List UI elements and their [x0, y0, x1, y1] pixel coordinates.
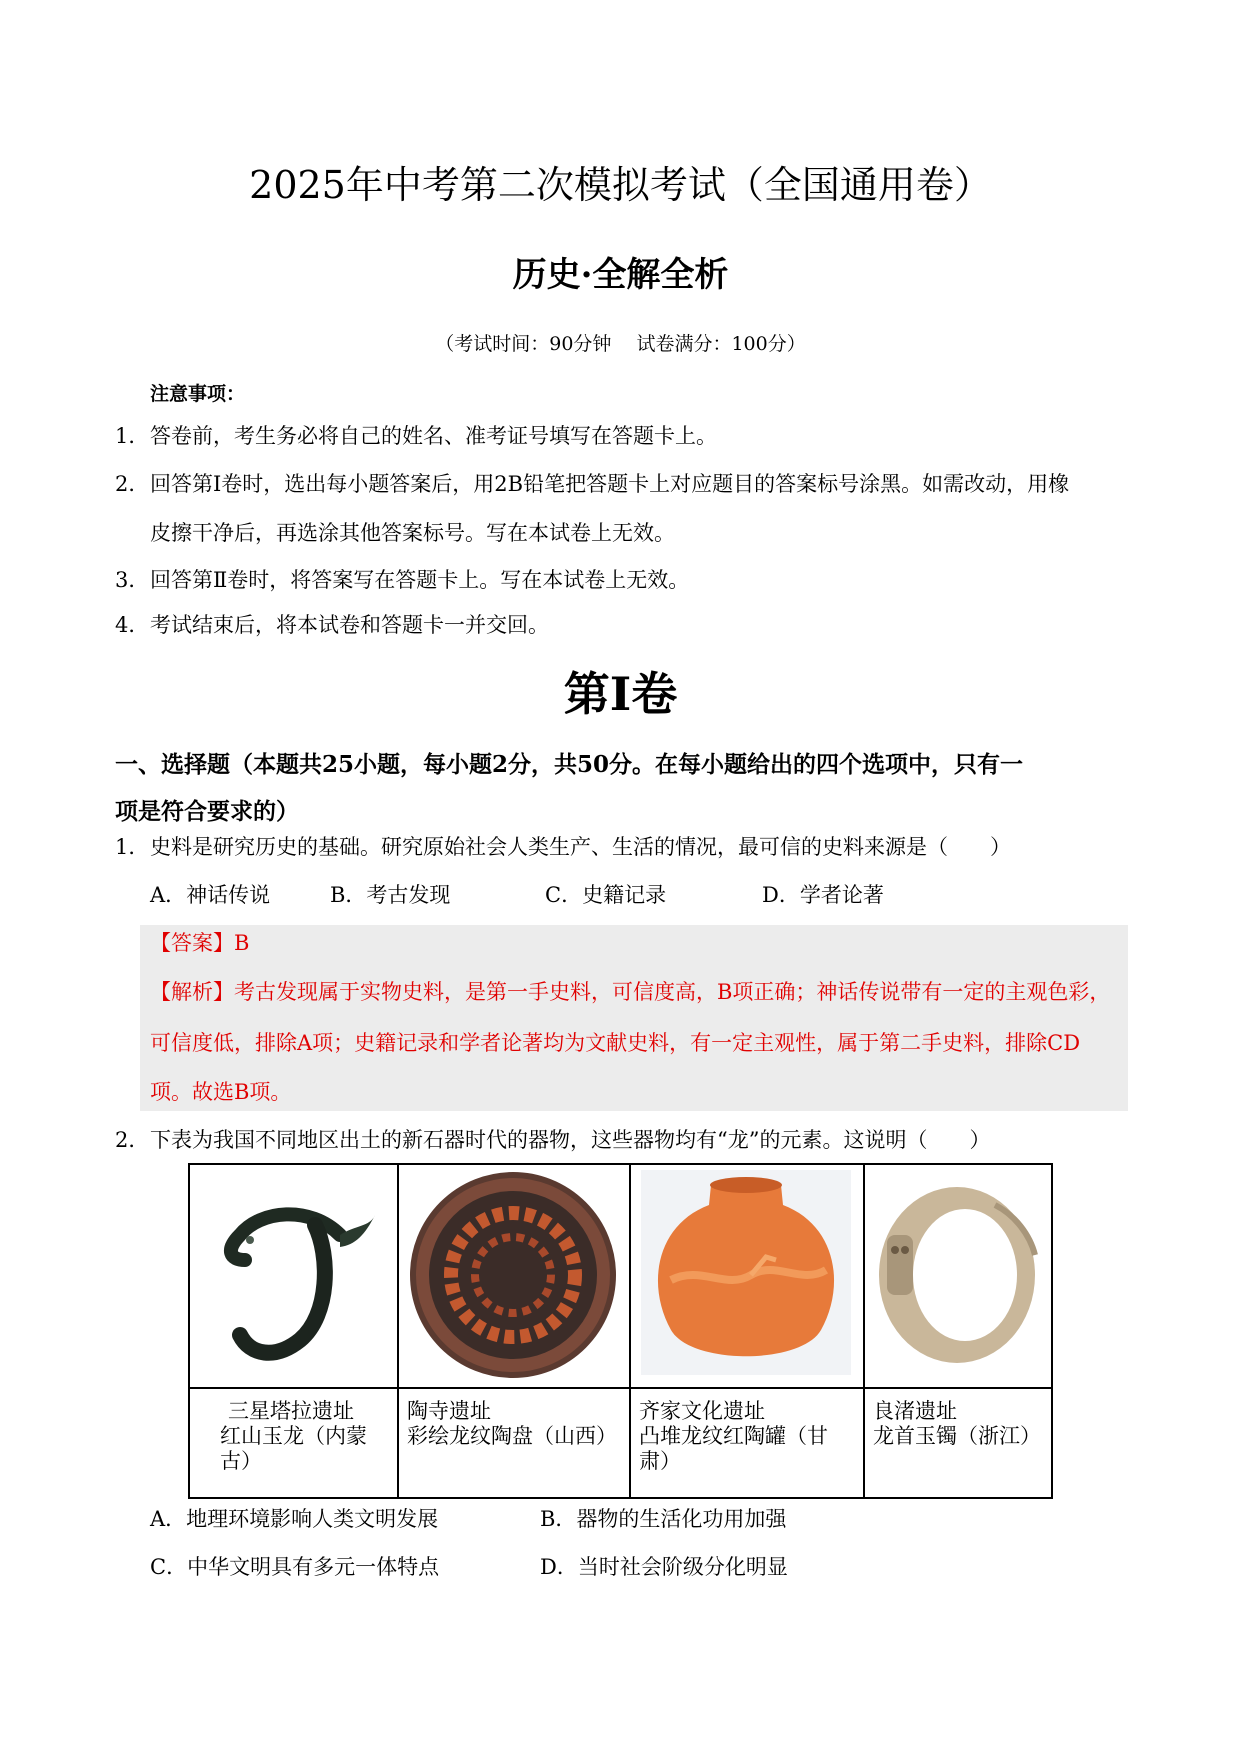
question-num: 1． [115, 835, 150, 859]
q2-option-b: B．器物的生活化功用加强 [540, 1507, 787, 1531]
q1-analysis-line3: 项。故选B项。 [150, 1080, 292, 1104]
q1-option-a: A．神话传说 [150, 883, 271, 907]
notice-text: 答卷前，考生务必将自己的姓名、准考证号填写在答题卡上。 [150, 424, 717, 448]
question-text: 下表为我国不同地区出土的新石器时代的器物，这些器物均有“龙”的元素。这说明（ ） [150, 1128, 991, 1152]
q1-answer: 【答案】B [150, 931, 250, 955]
relics-table [188, 1163, 1053, 1499]
notice-num: 1． [115, 424, 150, 448]
relic-caption [864, 1388, 1052, 1498]
q1-option-c: C．史籍记录 [545, 883, 667, 907]
relic-image-cell [864, 1164, 1052, 1388]
jade-dragon-icon [190, 1165, 395, 1385]
notice-num: 2． [115, 472, 150, 496]
relic-image-cell [189, 1164, 398, 1388]
volume-title: 第Ⅰ卷 [563, 667, 678, 721]
painted-plate-icon [399, 1165, 627, 1385]
relic-name: 红山玉龙（内蒙古） [220, 1424, 367, 1473]
jade-bracelet-icon [865, 1165, 1049, 1385]
relic-caption [189, 1388, 398, 1498]
relic-caption [630, 1388, 864, 1498]
q2-option-d: D．当时社会阶级分化明显 [540, 1555, 788, 1579]
q1-option-b: B．考古发现 [330, 883, 451, 907]
relic-site: 三星塔拉遗址 [228, 1399, 354, 1423]
question-2-stem [115, 1125, 990, 1155]
notice-text: 回答第Ⅰ卷时，选出每小题答案后，用2B铅笔把答题卡上对应题目的答案标号涂黑。如需改动，用橡 [150, 472, 1070, 496]
question-num: 2． [115, 1128, 150, 1152]
relic-name: 龙首玉镯（浙江） [873, 1424, 1041, 1448]
notice-num: 3． [115, 568, 150, 592]
exam-meta: （考试时间：90分钟 试卷满分：100分） [435, 333, 806, 355]
section-header-line1: 一、选择题（本题共25小题，每小题2分，共50分。在每小题给出的四个选项中，只有一 [115, 751, 1024, 778]
notice-num: 4． [115, 613, 150, 637]
notice-text: 考试结束后，将本试卷和答题卡一并交回。 [150, 613, 549, 637]
q2-option-c: C．中华文明具有多元一体特点 [150, 1555, 440, 1579]
q1-analysis-line1: 【解析】考古发现属于实物史料，是第一手史料，可信度高，B项正确；神话传说带有一定的主观色彩， [150, 980, 1111, 1004]
notice-text: 回答第Ⅱ卷时，将答案写在答题卡上。写在本试卷上无效。 [150, 568, 690, 592]
relic-name: 凸堆龙纹红陶罐（甘肃） [639, 1424, 828, 1473]
page-title: 2025年中考第二次模拟考试（全国通用卷） [249, 163, 992, 207]
q1-analysis-line2: 可信度低，排除A项；史籍记录和学者论著均为文献史料，有一定主观性，属于第二手史料，排除CD [150, 1031, 1081, 1055]
relic-image-cell [398, 1164, 630, 1388]
relic-name: 彩绘龙纹陶盘（山西） [407, 1424, 617, 1448]
relic-site: 齐家文化遗址 [639, 1399, 765, 1423]
notice-item-2-cont: 皮擦干净后，再选涂其他答案标号。写在本试卷上无效。 [150, 521, 675, 545]
relic-image-cell [630, 1164, 864, 1388]
notice-item-1 [115, 421, 717, 451]
section-header-line2: 项是符合要求的） [115, 798, 299, 825]
question-1-stem [115, 832, 1011, 862]
notice-item-3 [115, 565, 689, 595]
notice-item-2 [115, 469, 1069, 499]
q1-option-d: D．学者论著 [762, 883, 884, 907]
notice-item-4 [115, 610, 549, 640]
relic-site: 陶寺遗址 [407, 1399, 491, 1423]
notice-heading: 注意事项： [150, 383, 246, 405]
relic-caption [398, 1388, 630, 1498]
q2-option-a: A．地理环境影响人类文明发展 [150, 1507, 439, 1531]
page-subtitle: 历史·全解全析 [512, 255, 729, 295]
relic-site: 良渚遗址 [873, 1399, 957, 1423]
red-pottery-jar-icon [631, 1165, 861, 1385]
question-text: 史料是研究历史的基础。研究原始社会人类生产、生活的情况，最可信的史料来源是（ ） [150, 835, 1011, 859]
